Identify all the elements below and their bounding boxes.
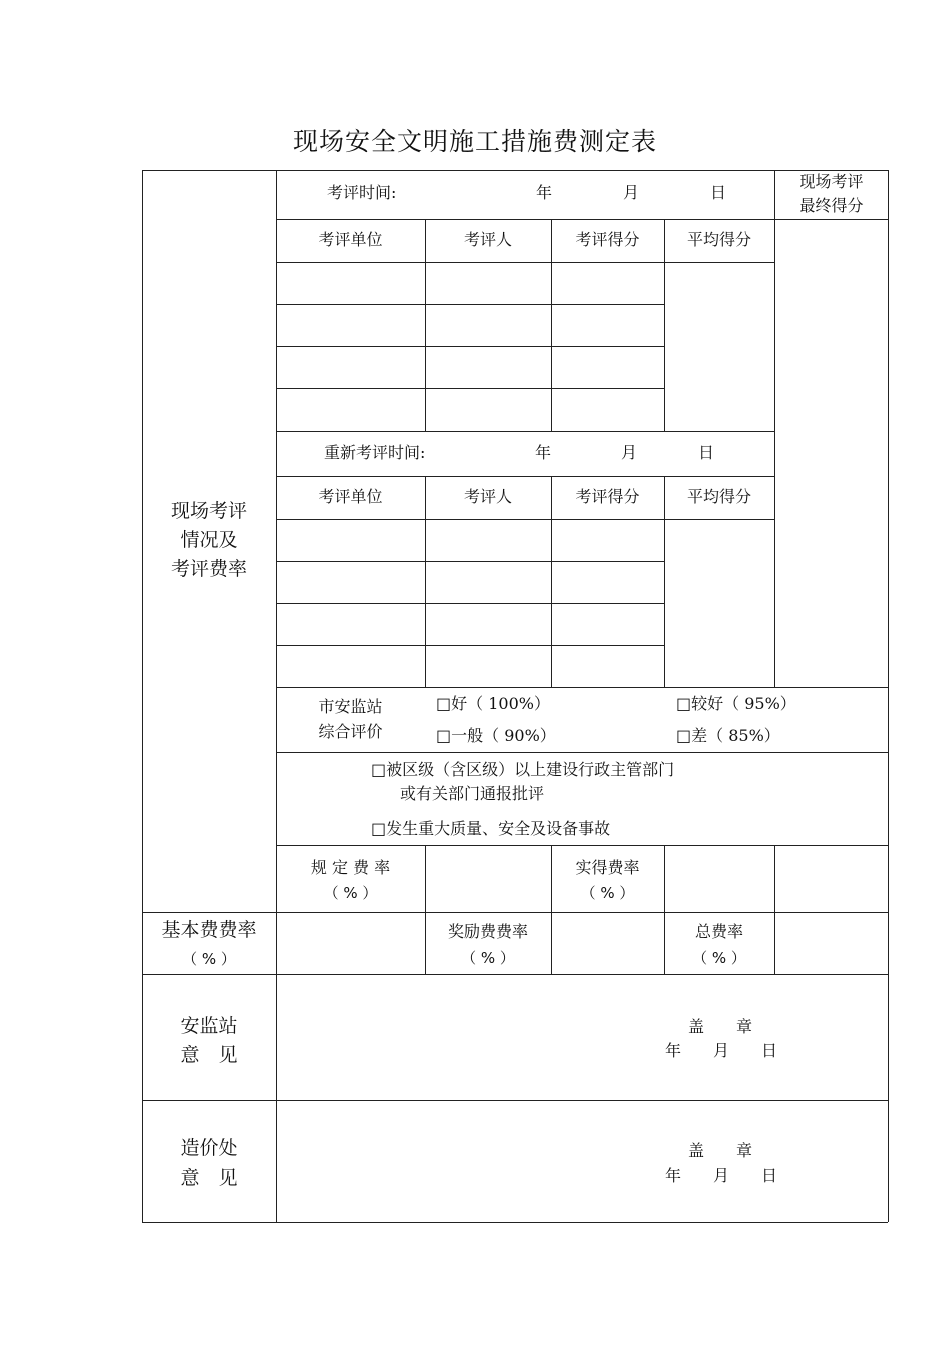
criticized-line2: 或有关部门通报批评 <box>400 784 545 803</box>
city-station-label-line2: 综合评价 <box>318 722 383 741</box>
review-year-label: 年 <box>536 183 553 202</box>
cost-office-date: 年 月 日 <box>665 1166 778 1185</box>
rating-fairly-good-checkbox[interactable]: □较好（ 95%） <box>676 694 796 713</box>
basic-rate-unit: （ % ） <box>182 950 236 968</box>
re-review-time-label: 重新考评时间: <box>324 443 426 462</box>
rule <box>276 431 774 432</box>
column-header-reviewer: 考评人 <box>463 487 512 506</box>
total-rate-unit: （ % ） <box>692 949 746 967</box>
prescribed-rate-unit: （ % ） <box>323 884 378 902</box>
reward-rate-unit: （ % ） <box>461 949 515 967</box>
rule <box>276 752 888 753</box>
rating-good-checkbox[interactable]: □好（ 100%） <box>436 694 550 713</box>
rule <box>142 1100 888 1101</box>
column-header-average: 平均得分 <box>686 487 751 506</box>
cost-office-label-line2: 意 见 <box>180 1167 238 1189</box>
city-station-label-line1: 市安监站 <box>318 697 383 716</box>
cost-office-label-line1: 造价处 <box>180 1137 238 1159</box>
actual-rate-unit: （ % ） <box>580 884 635 902</box>
rule <box>276 519 774 520</box>
reward-rate-label: 奖励费费率 <box>447 922 528 941</box>
rule <box>276 388 664 389</box>
re-review-year-label: 年 <box>535 443 552 462</box>
rule <box>774 170 775 687</box>
total-rate-label: 总费率 <box>694 922 743 941</box>
final-score-header-line2: 最终得分 <box>799 196 864 215</box>
column-header-unit: 考评单位 <box>318 487 383 506</box>
rule <box>142 912 888 913</box>
safety-station-seal: 盖 章 <box>688 1017 753 1036</box>
re-review-day-label: 日 <box>698 443 715 462</box>
rule <box>276 262 774 263</box>
section-label-line2: 情况及 <box>180 529 238 551</box>
rule <box>276 645 664 646</box>
rule <box>276 687 888 688</box>
rule <box>276 304 664 305</box>
review-month-label: 月 <box>623 183 640 202</box>
table-border-right <box>888 170 889 1222</box>
rule <box>276 845 888 846</box>
criticized-checkbox[interactable]: □被区级（含区级）以上建设行政主管部门 <box>371 760 675 779</box>
section-label-line1: 现场考评 <box>170 500 247 522</box>
column-header-unit: 考评单位 <box>318 230 383 249</box>
accident-checkbox[interactable]: □发生重大质量、安全及设备事故 <box>371 819 611 838</box>
actual-rate-label: 实得费率 <box>575 858 640 877</box>
page-title: 现场安全文明施工措施费测定表 <box>292 127 657 156</box>
table-border-bottom <box>142 1222 888 1223</box>
safety-station-date: 年 月 日 <box>665 1041 778 1060</box>
rule <box>276 346 664 347</box>
cost-office-seal: 盖 章 <box>688 1141 753 1160</box>
column-header-score: 考评得分 <box>575 230 640 249</box>
rule <box>276 603 664 604</box>
re-review-month-label: 月 <box>621 443 638 462</box>
rule <box>276 219 888 220</box>
column-header-average: 平均得分 <box>686 230 751 249</box>
basic-rate-label: 基本费费率 <box>161 919 257 941</box>
column-header-score: 考评得分 <box>575 487 640 506</box>
rule <box>276 476 774 477</box>
rule <box>276 561 664 562</box>
safety-station-label-line1: 安监站 <box>180 1015 238 1037</box>
column-header-reviewer: 考评人 <box>463 230 512 249</box>
review-time-label: 考评时间: <box>327 183 397 202</box>
rule <box>774 845 775 974</box>
rating-poor-checkbox[interactable]: □差（ 85%） <box>676 726 780 745</box>
rule <box>142 974 888 975</box>
section-label-line3: 考评费率 <box>170 558 247 580</box>
safety-station-label-line2: 意 见 <box>180 1044 238 1066</box>
review-day-label: 日 <box>710 183 727 202</box>
rating-average-checkbox[interactable]: □一般（ 90%） <box>436 726 556 745</box>
final-score-header-line1: 现场考评 <box>799 172 864 191</box>
prescribed-rate-label: 规 定 费 率 <box>310 858 391 877</box>
